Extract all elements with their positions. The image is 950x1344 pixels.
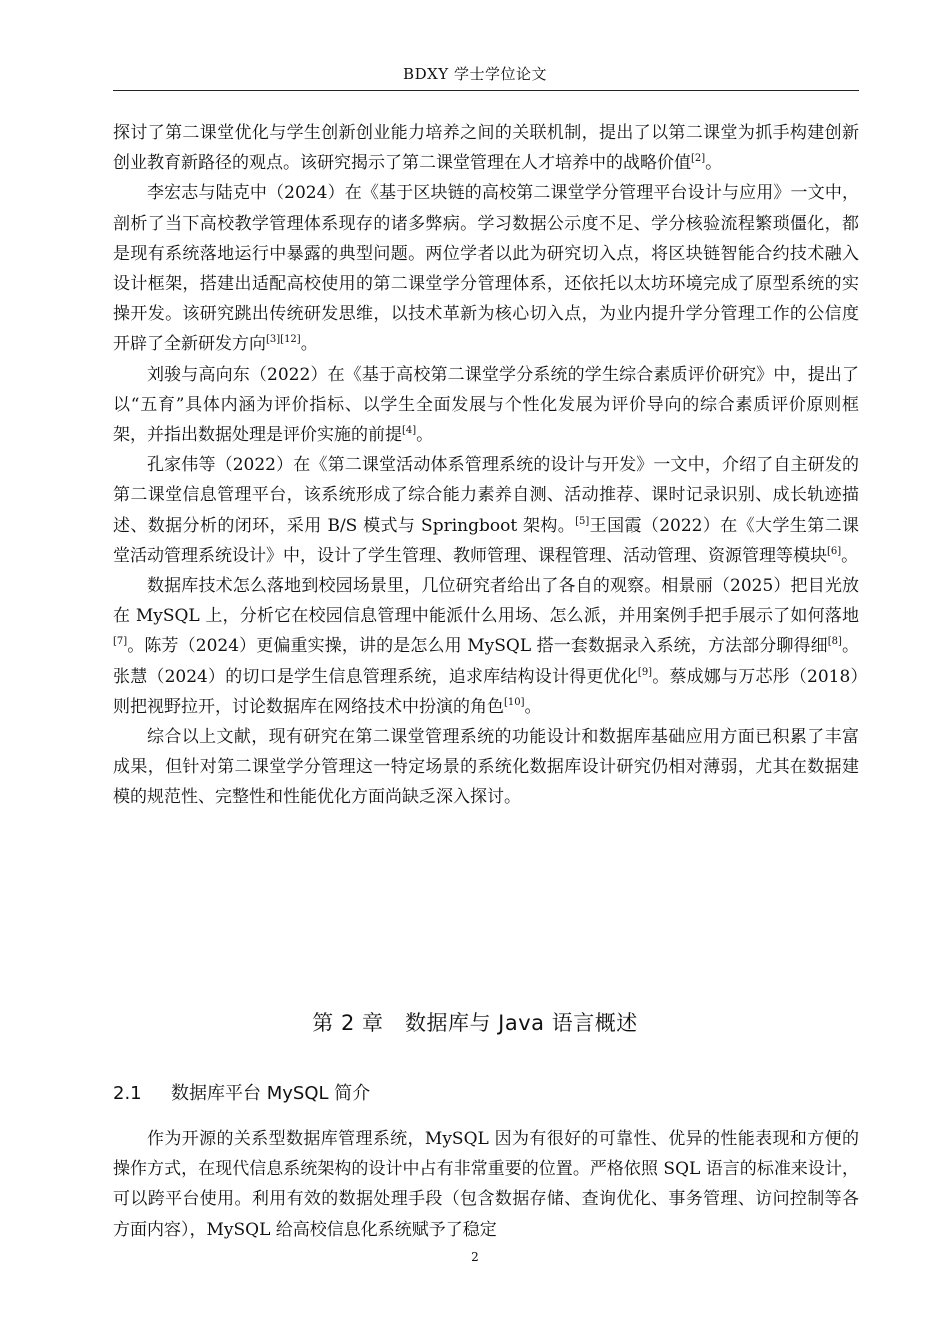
paragraph: 作为开源的关系型数据库管理系统，MySQL 因为有很好的可靠性、优异的性能表现和方便的操作方式，在现代信息系统架构的设计中占有非常重要的位置。严格依照 SQL 语言的标准来设计，可以跨平台使用。利用有效的数据处理手段（包含数据存储、查询优化、事务管理、访问控制等各方面内容），MySQL 给高校信息化系统赋予了稳定 xyxy=(113,1129,859,1240)
paragraph: 数据库技术怎么落地到校园场景里，几位研究者给出了各自的观察。相景丽（2025）把目光放在 MySQL 上，分析它在校园信息管理中能派什么用场、怎么派，并用案例手把手展示了如何落地[7]。陈芳（2024）更偏重实操，讲的是怎么用 MySQL 搭一套数据录入系统，方法部分聊得细[8]。张慧（2024）的切口是学生信息管理系统，追求库结构设计得更优化[9]。蔡成娜与万芯彤（2018）则把视野拉开，讨论数据库在网络技术中扮演的角色[10]。 xyxy=(113,576,860,717)
citation[interactable]: [8] xyxy=(827,636,842,648)
paragraph: 综合以上文献，现有研究在第二课堂管理系统的功能设计和数据库基础应用方面已积累了丰富成果，但针对第二课堂学分管理这一特定场景的系统化数据库设计研究仍相对薄弱，尤其在数据建模的规范性、完整性和性能优化方面尚缺乏深入探讨。 xyxy=(113,727,859,808)
running-header: BDXY 学士学位论文 xyxy=(403,65,547,83)
section-number: 2.1 xyxy=(113,1083,142,1104)
header-rule xyxy=(113,90,859,91)
citation[interactable]: [2] xyxy=(691,153,706,165)
citation[interactable]: [3][12] xyxy=(266,334,301,346)
section-body xyxy=(113,1124,859,1245)
page-number: 2 xyxy=(471,1250,479,1264)
citation[interactable]: [6] xyxy=(827,545,842,557)
citation[interactable]: [4] xyxy=(402,425,417,437)
citation[interactable]: [10] xyxy=(504,696,525,708)
chapter-heading: 第 2 章 数据库与 Java 语言概述 xyxy=(312,1011,638,1035)
citation[interactable]: [5] xyxy=(575,515,590,527)
citation[interactable]: [7] xyxy=(113,636,128,648)
body-text xyxy=(113,118,859,813)
paragraph: 刘骏与高向东（2022）在《基于高校第二课堂学分系统的学生综合素质评价研究》中，提出了以“五育”具体内涵为评价指标、以学生全面发展与个性化发展为评价导向的综合素质评价原则框架，并指出数据处理是评价实施的前提[4]。 xyxy=(113,364,859,446)
paragraph: 李宏志与陆克中（2024）在《基于区块链的高校第二课堂学分管理平台设计与应用》一文中，剖析了当下高校教学管理体系现存的诸多弊病。学习数据公示度不足、学分核验流程繁琐僵化，都是现有系统落地运行中暴露的典型问题。两位学者以此为研究切入点，将区块链智能合约技术融入设计框架，搭建出适配高校使用的第二课堂学分管理体系，还依托以太坊环境完成了原型系统的实操开发。该研究跳出传统研发思维，以技术革新为核心切入点，为业内提升学分管理工作的公信度开辟了全新研发方向[3][12]。 xyxy=(113,183,859,355)
section-heading xyxy=(113,1079,370,1105)
citation[interactable]: [9] xyxy=(637,666,653,678)
paragraph: 孔家伟等（2022）在《第二课堂活动体系管理系统的设计与开发》一文中，介绍了自主研发的第二课堂信息管理平台，该系统形成了综合能力素养自测、活动推荐、课时记录识别、成长轨迹描述、数据分析的闭环，采用 B/S 模式与 Springboot 架构。[5]王国霞（2022）在《大学生第二课堂活动管理系统设计》中，设计了学生管理、教师管理、课程管理、活动管理、资源管理等模块[6]。 xyxy=(113,455,859,566)
paragraph: 探讨了第二课堂优化与学生创新创业能力培养之间的关联机制，提出了以第二课堂为抓手构建创新创业教育新路径的观点。该研究揭示了第二课堂管理在人才培养中的战略价值[2]。 xyxy=(113,123,859,174)
section-title: 数据库平台 MySQL 简介 xyxy=(171,1083,371,1104)
